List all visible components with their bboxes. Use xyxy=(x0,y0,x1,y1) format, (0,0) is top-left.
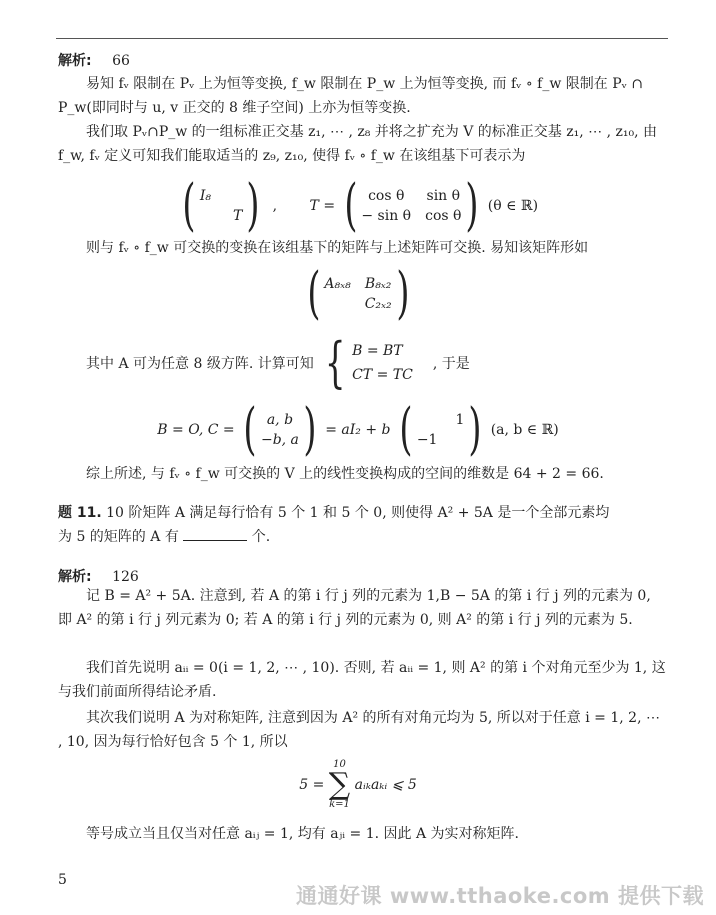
answer-blank xyxy=(183,540,247,541)
summation-upper: 10 xyxy=(333,759,346,770)
header-rule xyxy=(56,38,668,39)
paragraph-text: , 于是 xyxy=(432,356,470,372)
general-matrix: ( A₈ₓ₈ B₈ₓ₂ C₂ₓ₂ ) xyxy=(306,261,410,326)
matrix-entry: cos θ xyxy=(368,188,405,204)
system-equation: B = BT xyxy=(352,343,403,359)
problem-text: 10 阶矩阵 A 满足每行恰有 5 个 1 和 5 个 0, 则使得 A² + 5A 是一个全部元素均 xyxy=(106,505,610,521)
matrix-entry: cos θ xyxy=(425,208,462,224)
matrix-entry: − sin θ xyxy=(361,208,412,224)
summation-lower: k=1 xyxy=(329,799,350,810)
paragraph: 易知 fᵥ 限制在 Pᵥ 上为恒等变换, f_w 限制在 P_w 上为恒等变换, 而 fᵥ ∘ f_w 限制在 Pᵥ ∩ P_w(即同时与 u, v 正交的 8 维子空间) 上亦为恒等变换. xyxy=(58,76,644,116)
problem-number: 题 11. xyxy=(58,505,102,521)
solution-heading xyxy=(58,50,130,70)
equation-block xyxy=(0,397,716,462)
solution-answer: 126 xyxy=(112,569,139,585)
paragraph: 等号成立当且仅当对任意 aᵢⱼ = 1, 均有 aⱼᵢ = 1. 因此 A 为实对称矩阵. xyxy=(86,826,519,842)
paragraph: 其次我们说明 A 为对称矩阵, 注意到因为 A² 的所有对角元均为 5, 所以对于任意 i = 1, 2, ⋯ , 10, 因为每行恰好包含 5 个 1, 所以 xyxy=(58,710,660,750)
problem-text: 个. xyxy=(251,529,271,545)
matrix-entry: −b, a xyxy=(260,432,299,448)
summation: 10 ∑ k=1 xyxy=(328,759,351,810)
matrix-entry: I₈ xyxy=(199,188,211,204)
paragraph: 记 B = A² + 5A. 注意到, 若 A 的第 i 行 j 列的元素为 1,B − 5A 的第 i 行 j 列的元素为 0, 即 A² 的第 i 行 j 列元素为 0; 若 A 的第 i 行 j 列的元素为 0, 则 A² 的第 i 行 j 列的元素为 5. xyxy=(58,588,651,628)
solution-answer: 66 xyxy=(112,53,130,69)
equation-block: ( I₈ T ) , T = ( cos θ sin θ − sin θ cos θ ) (θ ∈ ℝ) xyxy=(0,178,716,234)
problem-line xyxy=(58,526,270,546)
matrix-entry: A₈ₓ₈ xyxy=(324,276,351,292)
matrix: ( a, b −b, a ) xyxy=(243,397,317,462)
paragraph: 综上所述, 与 fᵥ ∘ f_w 可交换的 V 上的线性变换构成的空间的维数是 64 + 2 = 66. xyxy=(86,466,604,482)
problem-line xyxy=(58,502,609,522)
page-number: 5 xyxy=(58,872,67,888)
equation-text: T = xyxy=(309,198,336,214)
equation-system xyxy=(352,339,413,387)
matrix-entry: C₂ₓ₂ xyxy=(364,296,392,312)
equation-text: B = O, C = xyxy=(157,422,235,438)
equation-text: = aI₂ + b xyxy=(325,422,391,438)
matrix: ( 1 −1 ) xyxy=(399,397,482,462)
rotation-matrix: ( cos θ sin θ − sin θ cos θ ) xyxy=(343,173,479,238)
system-equation: CT = TC xyxy=(352,367,413,383)
problem-text: 为 5 的矩阵的 A 有 xyxy=(58,529,179,545)
block-matrix: ( I₈ T ) xyxy=(182,173,260,238)
paragraph: 我们取 Pᵥ∩P_w 的一组标准正交基 z₁, ⋯ , z₈ 并将之扩充为 V 的标准正交基 z₁, ⋯ , z₁₀, 由 f_w, fᵥ 定义可知我们能取适当的 z₉, z₁₀, 使得 fᵥ ∘ f_w 在该组基下可表示为 xyxy=(58,124,657,164)
paragraph-text: 其中 A 可为任意 8 级方阵. 计算可知 xyxy=(86,356,314,372)
matrix-entry: 1 xyxy=(455,412,465,428)
equation-block xyxy=(0,261,716,326)
matrix-entry: B₈ₓ₂ xyxy=(364,276,392,292)
matrix-entry: a, b xyxy=(266,412,294,428)
paragraph: 我们首先说明 aᵢᵢ = 0(i = 1, 2, ⋯ , 10). 否则, 若 aᵢᵢ = 1, 则 A² 的第 i 个对角元至少为 1, 这与我们前面所得结论矛盾. xyxy=(58,660,666,700)
paragraph: 其中 A 可为任意 8 级方阵. 计算可知 { B = BT CT = TC , 于是 xyxy=(86,331,470,394)
paragraph: 则与 fᵥ ∘ f_w 可交换的变换在该组基下的矩阵与上述矩阵可交换. 易知该矩阵形如 xyxy=(86,240,589,256)
matrix-entry: T xyxy=(232,208,243,224)
equation-condition: (a, b ∈ ℝ) xyxy=(490,422,559,438)
equation-block xyxy=(0,760,716,810)
equation-text: aᵢₖaₖᵢ ⩽ 5 xyxy=(354,777,417,793)
solution-label: 解析: xyxy=(58,53,92,69)
matrix-entry: −1 xyxy=(416,432,438,448)
solution-heading xyxy=(58,566,139,586)
solution-label: 解析: xyxy=(58,569,92,585)
matrix-entry: sin θ xyxy=(426,188,461,204)
equation-condition: (θ ∈ ℝ) xyxy=(487,198,539,214)
equation-text: 5 = xyxy=(299,777,325,793)
watermark: 通通好课 www.tthaoke.com 提供下载 xyxy=(296,884,704,908)
